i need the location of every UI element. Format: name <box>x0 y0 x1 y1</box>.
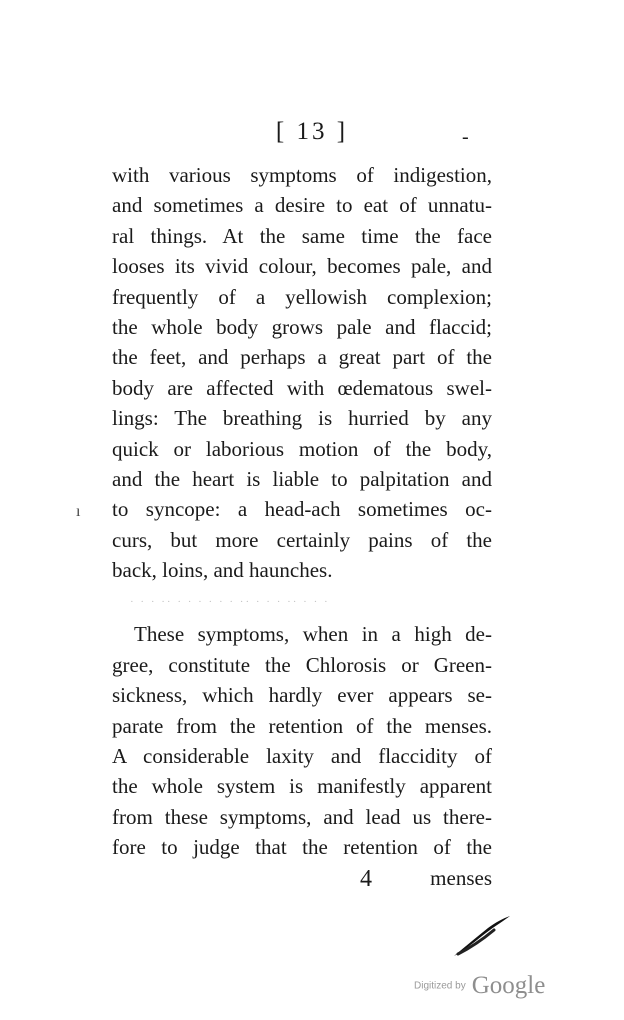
google-watermark <box>414 972 545 1000</box>
catchword: menses <box>430 866 492 890</box>
header-ink-speck: - <box>462 126 469 148</box>
text-line: frequently of a yellowish complexion; <box>112 284 492 309</box>
text-line: the whole body grows pale and flaccid; <box>112 314 492 339</box>
text-line: from these symptoms, and lead us there- <box>112 804 492 829</box>
signature-mark: 4 <box>360 866 372 892</box>
text-line: with various symptoms of indigestion, <box>112 163 492 187</box>
text-line: lings: The breathing is hurried by any <box>112 406 492 431</box>
text-line: gree, constitute the Chlorosis or Green- <box>112 652 492 677</box>
text-line: ral things. At the same time the face <box>112 223 492 248</box>
text-line: These symptoms, when in a high de- <box>134 622 492 647</box>
paragraph-2 <box>112 619 492 862</box>
text-line: parate from the retention of the menses. <box>112 713 492 738</box>
text-line: the whole system is manifestly apparent <box>112 774 492 799</box>
text-line: quick or laborious motion of the body, <box>112 436 492 461</box>
text-line: A considerable laxity and flaccidity of <box>112 744 492 769</box>
text-line: curs, but more certainly pains of the <box>112 527 492 552</box>
text-line: sickness, which hardly ever appears se- <box>112 683 492 708</box>
paragraph-1 <box>112 160 492 585</box>
text-line: fore to judge that the retention of the <box>112 835 492 860</box>
margin-mark: ı <box>76 503 81 520</box>
google-logo: Google <box>471 972 546 999</box>
body-text <box>112 160 492 863</box>
text-line: looses its vivid colour, becomes pale, and <box>112 254 492 279</box>
text-line: body are affected with œdematous swel- <box>112 375 492 400</box>
text-line: to syncope: a head-ach sometimes oc- <box>112 497 492 522</box>
bleed-through-smudge: · · · ·· · · · · · · ·· · · · ·· · · · <box>130 596 330 608</box>
page-number: [ 13 ] <box>275 118 349 145</box>
ink-stroke-icon <box>452 910 512 960</box>
text-line: and sometimes a desire to eat of unnatu- <box>112 193 492 218</box>
text-line: the feet, and perhaps a great part of the <box>112 345 492 370</box>
digitized-by-label: Digitized by <box>414 980 466 992</box>
text-line: and the heart is liable to palpitation and <box>112 466 492 491</box>
text-line: back, loins, and haunches. <box>112 558 333 583</box>
